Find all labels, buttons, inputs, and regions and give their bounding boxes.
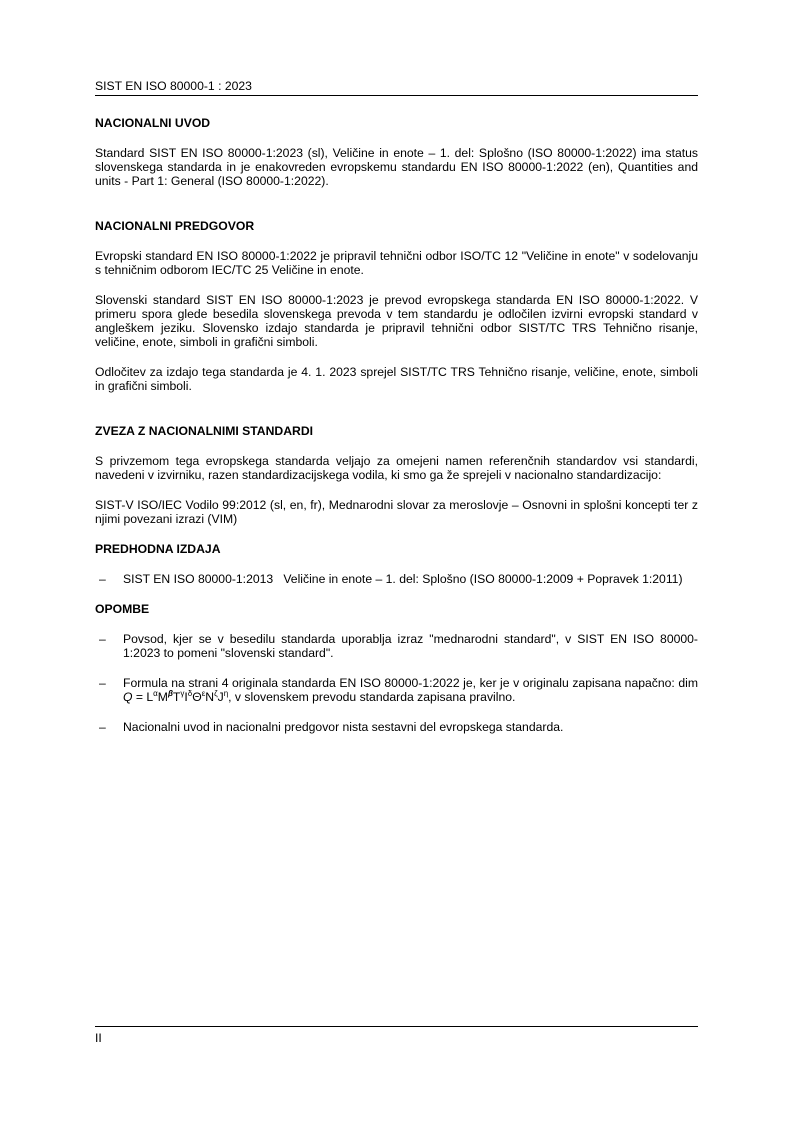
paragraph-predgovor-3: Odločitev za izdajo tega standarda je 4. 1. 2023 sprejel SIST/TC TRS Tehnično risanje, veličine, enote, simboli in grafični simboli. (95, 365, 698, 393)
header-title: SIST EN ISO 80000-1 : 2023 (95, 79, 252, 93)
dash-marker: – (99, 632, 106, 646)
list-item-text: Povsod, kjer se v besedilu standarda uporablja izraz "mednarodni standard", v SIST EN ISO 80000-1:2023 to pomeni "slovenski standard". (123, 632, 698, 660)
list-item-text: Nacionalni uvod in nacionalni predgovor nista sestavni del evropskega standarda. (123, 720, 564, 734)
list-predhodna (95, 572, 698, 586)
list-item (95, 676, 698, 704)
page-content (95, 116, 698, 734)
page-footer (95, 1026, 698, 1045)
paragraph-predgovor-2: Slovenski standard SIST EN ISO 80000-1:2023 je prevod evropskega standarda EN ISO 80000-1:2022. V primeru spora glede besedila slovenskega prevoda v tem standardu je odločilen izvirni evropski standard v angleškem jeziku. Slovensko izdajo standarda je pripravil tehnični odbor SIST/TC TRS Tehnično risanje, veličine, enote, simboli in grafični simboli. (95, 293, 698, 349)
list-item (95, 572, 698, 586)
heading-nacionalni-uvod: NACIONALNI UVOD (95, 116, 211, 130)
heading-predhodna-izdaja: PREDHODNA IZDAJA (95, 542, 221, 556)
heading-nacionalni-predgovor: NACIONALNI PREDGOVOR (95, 219, 255, 233)
paragraph-predgovor-1: Evropski standard EN ISO 80000-1:2022 je pripravil tehnični odbor ISO/TC 12 "Veličine in enote" v sodelovanju s tehničnim odborom IEC/TC 25 Veličine in enote. (95, 249, 698, 277)
paragraph-zveza-1: S privzemom tega evropskega standarda veljajo za omejeni namen referenčnih standardov vsi standardi, navedeni v izvirniku, razen standardizacijskega vodila, ki smo ga že sprejeli v nacionalno standardizacijo: (95, 454, 698, 482)
list-item (95, 720, 698, 734)
page-number: II (95, 1031, 102, 1045)
dash-marker: – (99, 572, 106, 586)
heading-opombe: OPOMBE (95, 602, 150, 616)
dash-marker: – (99, 676, 106, 690)
list-opombe (95, 632, 698, 734)
formula-note: Formula na strani 4 originala standarda EN ISO 80000-1:2022 je, ker je v originalu zapisana napačno: dim $Q = L^\alpha M^\beta T^\gamma I^\delta\Theta^\varepsilon N^\zeta J^\eta$, v slovenskem prevodu standarda zapisana pravilno. (123, 676, 698, 704)
document-page (95, 0, 698, 1122)
paragraph-uvod: Standard SIST EN ISO 80000-1:2023 (sl), Veličine in enote – 1. del: Splošno (ISO 80000-1:2022) ima status slovenskega standarda in je enakovreden evropskemu standardu EN ISO 80000-1:2022 (en), Quantities and units - Part 1: General (ISO 80000-1:2022). (95, 146, 698, 188)
paragraph-zveza-2: SIST-V ISO/IEC Vodilo 99:2012 (sl, en, fr), Mednarodni slovar za meroslovje – Osnovni in splošni koncepti ter z njimi povezani izrazi (VIM) (95, 498, 698, 526)
list-item (95, 632, 698, 660)
list-item-text: SIST EN ISO 80000-1:2013 Veličine in enote – 1. del: Splošno (ISO 80000-1:2009 + Popravek 1:2011) (123, 572, 683, 586)
formula-quantity: Q (123, 690, 133, 704)
dash-marker: – (99, 720, 106, 734)
heading-zveza: ZVEZA Z NACIONALNIMI STANDARDI (95, 424, 314, 438)
page-header (95, 79, 698, 96)
